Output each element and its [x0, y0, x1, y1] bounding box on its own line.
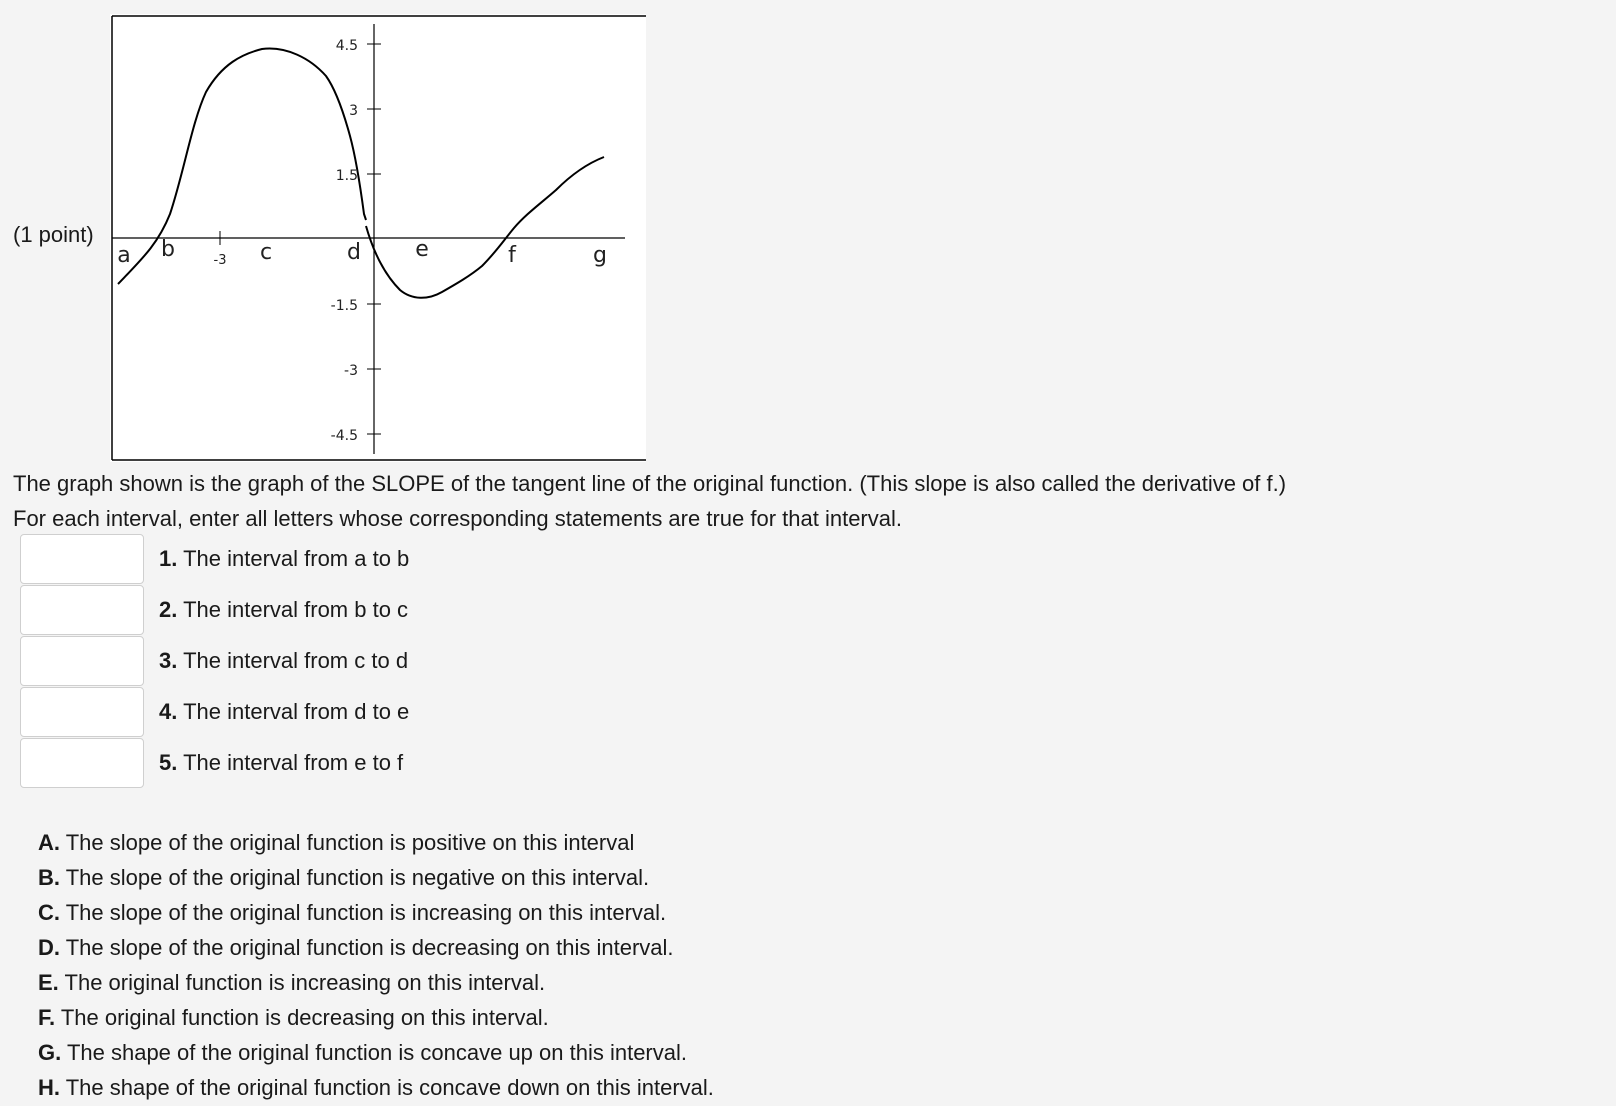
- option-c: [38, 895, 714, 930]
- option-letter-b: B.: [38, 865, 60, 890]
- question-label-2: [159, 597, 408, 623]
- point-letter-e: e: [415, 237, 429, 262]
- question-label-3: [159, 648, 408, 674]
- option-a: [38, 825, 714, 860]
- option-d: [38, 930, 714, 965]
- question-label-5: [159, 750, 403, 776]
- y-tick-label-neg-1-5: -1.5: [330, 298, 358, 314]
- question-text-1: The interval from a to b: [183, 545, 410, 571]
- question-row-3: [20, 635, 409, 686]
- point-letter-c: c: [259, 240, 273, 265]
- question-number-2: 2.: [159, 596, 178, 622]
- point-letter-g: g: [593, 243, 607, 268]
- option-list: [38, 825, 714, 1105]
- option-letter-g: G.: [38, 1040, 62, 1065]
- question-text-4: The interval from d to e: [183, 698, 410, 724]
- option-letter-h: H.: [38, 1075, 60, 1100]
- option-b: [38, 860, 714, 895]
- option-text-c: The slope of the original function is increasing on this interval.: [65, 900, 667, 925]
- question-number-1: 1.: [159, 545, 178, 571]
- option-letter-a: A.: [38, 830, 60, 855]
- option-g: [38, 1035, 714, 1070]
- graph-svg: [110, 14, 646, 462]
- question-row-1: [20, 533, 409, 584]
- answer-input-2[interactable]: [20, 585, 144, 635]
- x-tick-label-neg-3: -3: [213, 253, 227, 268]
- y-tick-label-1-5: 1.5: [335, 168, 358, 184]
- question-row-5: [20, 737, 409, 788]
- question-text-3: The interval from c to d: [183, 647, 409, 673]
- option-letter-e: E.: [38, 970, 59, 995]
- option-e: [38, 965, 714, 1000]
- option-text-b: The slope of the original function is negative on this interval.: [65, 865, 650, 890]
- option-text-e: The original function is increasing on this interval.: [64, 970, 546, 995]
- question-label-4: [159, 699, 409, 725]
- option-letter-d: D.: [38, 935, 60, 960]
- answer-input-3[interactable]: [20, 636, 144, 686]
- y-tick-label-3: 3: [349, 103, 358, 119]
- option-text-f: The original function is decreasing on this interval.: [60, 1005, 549, 1030]
- option-text-d: The slope of the original function is decreasing on this interval.: [65, 935, 674, 960]
- question-row-4: [20, 686, 409, 737]
- question-list: [20, 533, 409, 788]
- point-letter-d: d: [347, 240, 361, 265]
- answer-input-1[interactable]: [20, 534, 144, 584]
- question-number-4: 4.: [159, 698, 178, 724]
- problem-intro: [13, 466, 1286, 536]
- question-number-5: 5.: [159, 749, 178, 775]
- question-row-2: [20, 584, 409, 635]
- answer-input-4[interactable]: [20, 687, 144, 737]
- question-text-2: The interval from b to c: [183, 596, 409, 622]
- option-text-a: The slope of the original function is positive on this interval: [65, 830, 635, 855]
- y-tick-label-neg-3: -3: [344, 363, 358, 379]
- intro-line-1: The graph shown is the graph of the SLOPE of the tangent line of the original function. (This slope is also called the derivative of f.): [13, 471, 1287, 496]
- intro-line-2: For each interval, enter all letters whose corresponding statements are true for that interval.: [13, 506, 902, 531]
- option-letter-f: F.: [38, 1005, 56, 1030]
- point-letter-b: b: [161, 237, 175, 262]
- y-tick-label-4-5: 4.5: [335, 38, 358, 54]
- question-text-5: The interval from e to f: [183, 749, 404, 775]
- question-label-1: [159, 546, 409, 572]
- points-label: (1 point): [13, 222, 94, 247]
- answer-input-5[interactable]: [20, 738, 144, 788]
- option-text-g: The shape of the original function is concave up on this interval.: [66, 1040, 687, 1065]
- option-h: [38, 1070, 714, 1105]
- option-text-h: The shape of the original function is concave down on this interval.: [65, 1075, 714, 1100]
- derivative-graph: [110, 14, 646, 462]
- y-tick-label-neg-4-5: -4.5: [330, 428, 358, 444]
- point-letter-f: f: [508, 243, 516, 268]
- point-letter-a: a: [117, 243, 131, 268]
- question-number-3: 3.: [159, 647, 178, 673]
- option-letter-c: C.: [38, 900, 60, 925]
- option-f: [38, 1000, 714, 1035]
